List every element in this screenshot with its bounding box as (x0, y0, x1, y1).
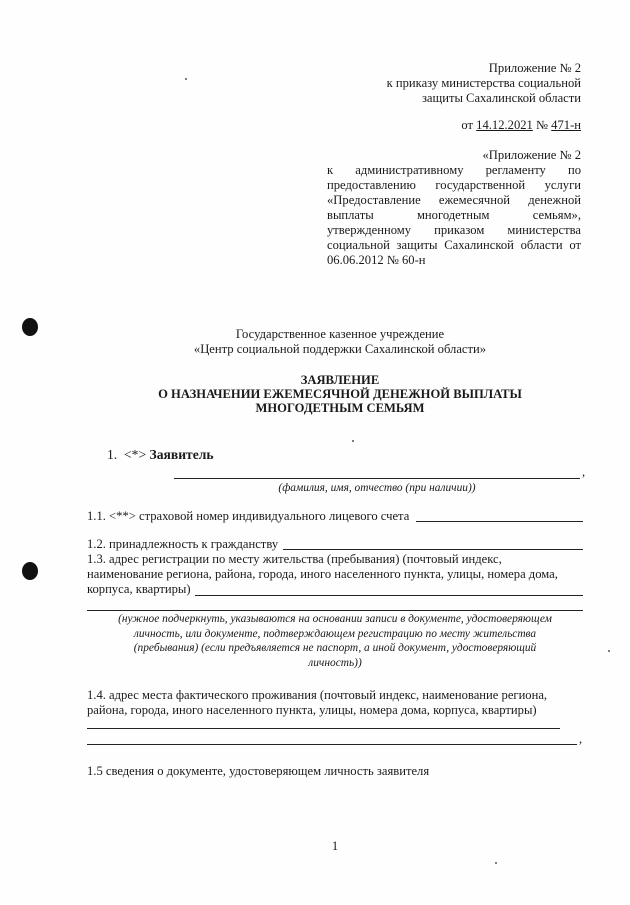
page-number: 1 (331, 839, 339, 853)
appendix-ministry-line: защиты Сахалинской области (421, 91, 581, 105)
punch-hole-bottom (22, 562, 38, 580)
scan-speck (185, 78, 187, 80)
document-page: Приложение № 2 к приказу министерства социальной защиты Сахалинской области от 14.12.2021 № 471-н «Приложение № 2 к административному регламенту по предоставлению государственной услуги «Предоставление ежемесячной денежной выплаты многодетным семьям», утвержденному приказом министерства социальной защиты Сахалинской области от 06.06.2012 № 60-н Государственное казенное учреждение «Центр социальной поддержки Сахалинской области» ЗАЯВЛЕНИЕ О НАЗНАЧЕНИИ ЕЖЕМЕСЯЧНОЙ ДЕНЕЖНОЙ ВЫПЛАТЫ МНОГОДЕТНЫМ СЕМЬЯМ 1. <*> Заявитель , (фамилия, имя, отчество (при наличии)) 1.1. <**> страховой номер индивидуального лицевого счета 1.2. принадлежность к гражданству 1.3. адрес регистрации по месту жительства (пребывания) (почтовый индекс, наименование региона, района, города, иного населенного пункта, улицы, номера дома, корпуса, квартиры) (нужное подчеркнуть, указываются на основании записи в документе, удостоверяющем личность, или документе, подтверждающем регистрацию по месту жительства (пребывания) (если предъявляется не паспорт, а иной документ, удостоверяющий личность)) 1.4. адрес места фактического проживания (почтовый индекс, наименование региона, района, города, иного населенного пункта, улицы, номера дома, корпуса, квартиры) , 1.5 сведения о документе, удостоверяющем личность заявителя 1 (0, 0, 630, 905)
registration-address-field[interactable] (195, 595, 583, 596)
actual-address-field-2[interactable] (87, 744, 577, 745)
actual-address-label: 1.4. адрес места фактического проживания (почтовый индекс, наименование региона, района, города, иного населенного пункта, улицы, номера дома, корпуса, квартиры) (87, 688, 548, 717)
punch-hole-top (22, 318, 38, 336)
snils-label: 1.1. <**> страховой номер индивидуального лицевого счета (87, 509, 410, 523)
document-title: ЗАЯВЛЕНИЕ О НАЗНАЧЕНИИ ЕЖЕМЕСЯЧНОЙ ДЕНЕЖНОЙ ВЫПЛАТЫ МНОГОДЕТНЫМ СЕМЬЯМ (158, 373, 522, 415)
appendix-title: Приложение № 2 (488, 61, 581, 75)
identity-document-label: 1.5 сведения о документе, удостоверяющем личность заявителя (87, 764, 430, 778)
applicant-name-field[interactable] (174, 478, 580, 479)
regulation-appendix: «Приложение № 2 к административному регламенту по предоставлению государственной услуги «Предоставление ежемесячной денежной выплаты многодетным семьям», утвержденному приказом министерства социальной защиты Сахалинской области от 06.06.2012 № 60-н (327, 148, 581, 267)
appendix-header (281, 61, 581, 133)
regulation-appendix-title: «Приложение № 2 (482, 148, 581, 162)
institution-name: Государственное казенное учреждение «Центр социальной поддержки Сахалинской области» (193, 327, 487, 356)
appendix-date: 14.12.2021 (476, 118, 533, 132)
citizenship-field[interactable] (283, 549, 583, 550)
snils-field[interactable] (416, 521, 583, 522)
applicant-name-hint: (фамилия, имя, отчество (при наличии)) (278, 482, 476, 494)
appendix-date-line: от 14.12.2021 № 471-н (461, 118, 581, 132)
appendix-order-line: к приказу министерства социальной (386, 76, 581, 90)
registration-address-field-2[interactable] (87, 610, 583, 611)
scan-speck (608, 650, 610, 652)
appendix-number: 471-н (551, 118, 581, 132)
section-applicant-heading: 1. <*> Заявитель (107, 447, 214, 462)
scan-speck (352, 440, 354, 442)
registration-address-hint: (нужное подчеркнуть, указываются на основании записи в документе, удостоверяющем личность, или документе, подтверждающем регистрацию по месту жительства (пребывания) (если предъявляется не паспорт, а иной документ, удостоверяющий личность)) (118, 613, 552, 669)
scan-speck (495, 862, 497, 864)
actual-address-field[interactable] (87, 728, 560, 729)
registration-address-label: 1.3. адрес регистрации по месту жительства (пребывания) (почтовый индекс, наименование региона, района, города, иного населенного пункта, улицы, номера дома, корпуса, квартиры) (87, 552, 558, 596)
citizenship-label: 1.2. принадлежность к гражданству (87, 537, 279, 551)
